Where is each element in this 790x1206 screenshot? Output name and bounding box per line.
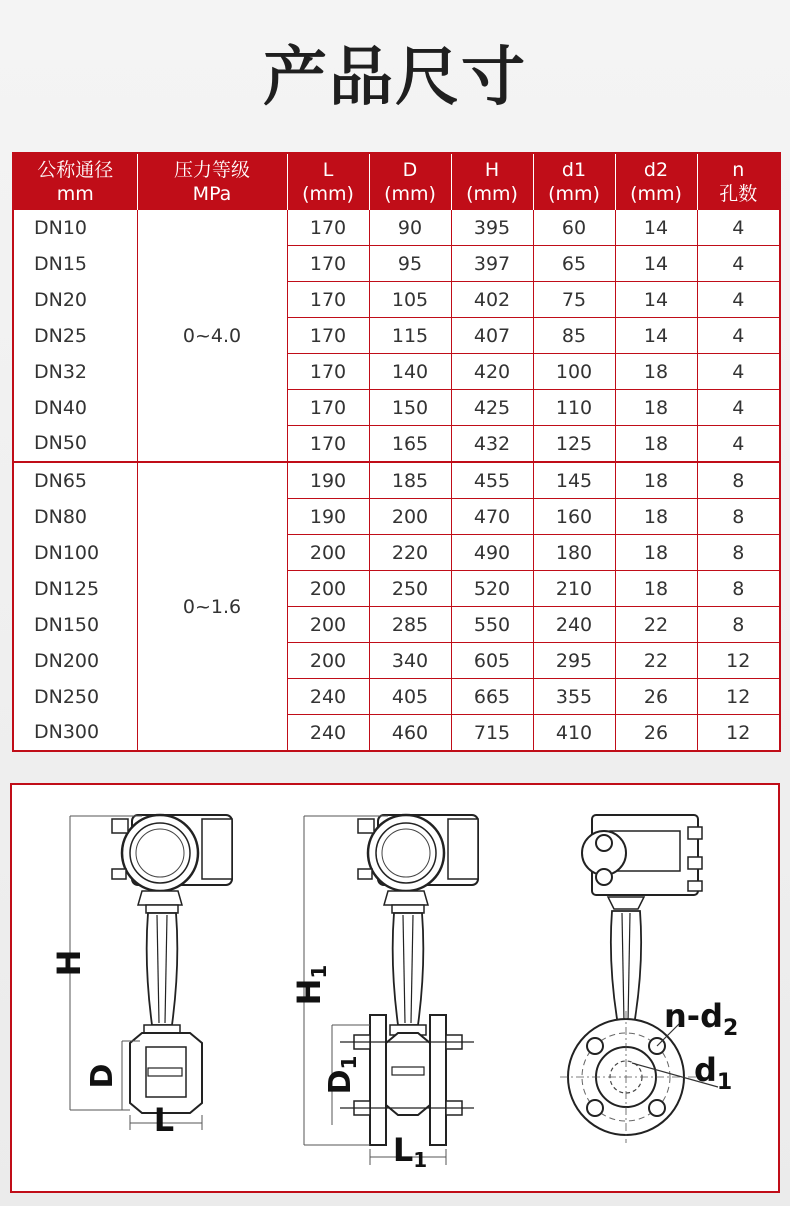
top-view-drawing — [560, 815, 738, 1143]
length-label: L — [153, 1101, 175, 1139]
table-cell: 95 — [369, 246, 451, 282]
nominal-diameter-cell: DN25 — [34, 324, 88, 347]
table-cell: 200 — [287, 607, 369, 643]
column-header-line: mm — [56, 183, 94, 205]
table-cell: 14 — [615, 282, 697, 318]
table-cell: 665 — [451, 679, 533, 715]
dimension-table — [12, 152, 781, 752]
table-cell: 190 — [287, 499, 369, 535]
table-cell: 8 — [697, 499, 780, 535]
table-cell: 26 — [615, 679, 697, 715]
table-cell: 18 — [615, 535, 697, 571]
table-header-row — [13, 153, 780, 210]
table-cell: 150 — [369, 390, 451, 426]
table-cell: 22 — [615, 607, 697, 643]
height-label: H — [50, 949, 88, 977]
column-header-line: n — [732, 159, 745, 181]
length-subscript: 1 — [413, 1148, 428, 1172]
height-subscript: 1 — [307, 964, 331, 979]
table-cell: 4 — [697, 390, 780, 426]
table-row — [13, 318, 780, 354]
table-cell: 295 — [533, 643, 615, 679]
nominal-diameter-cell: DN200 — [34, 649, 100, 672]
table-cell: 110 — [533, 390, 615, 426]
nominal-diameter-cell: DN80 — [34, 505, 88, 528]
dimension-diagram-panel — [10, 783, 780, 1193]
table-cell: 185 — [369, 462, 451, 499]
table-row — [13, 679, 780, 715]
diameter-label: D — [323, 1069, 358, 1095]
column-header-line: H — [484, 159, 500, 181]
table-body — [13, 210, 780, 751]
column-header — [369, 153, 451, 210]
table-cell: 18 — [615, 499, 697, 535]
table-cell: 470 — [451, 499, 533, 535]
table-cell: 425 — [451, 390, 533, 426]
table-cell: 4 — [697, 246, 780, 282]
nominal-diameter-cell: DN65 — [13, 462, 137, 499]
table-cell: 420 — [451, 354, 533, 390]
table-cell: 125 — [533, 426, 615, 463]
table-cell: 285 — [369, 607, 451, 643]
nominal-diameter-cell: DN20 — [34, 288, 88, 311]
table-cell: 105 — [369, 282, 451, 318]
table-cell: 180 — [533, 535, 615, 571]
table-cell: 8 — [697, 571, 780, 607]
nominal-diameter-cell: DN100 — [34, 541, 100, 564]
table-row — [13, 282, 780, 318]
nominal-diameter-cell: DN150 — [34, 613, 100, 636]
table-row — [13, 210, 780, 246]
height-label: H — [290, 978, 328, 1006]
table-cell: 18 — [615, 426, 697, 463]
table-cell: 395 — [451, 210, 533, 246]
pressure-cell: 0~1.6 — [137, 462, 287, 751]
table-cell: 210 — [533, 571, 615, 607]
table-cell: 18 — [615, 390, 697, 426]
table-cell: 14 — [615, 246, 697, 282]
table-cell: 18 — [615, 354, 697, 390]
column-header-line: L — [322, 159, 334, 181]
table-row — [13, 643, 780, 679]
table-cell: 170 — [287, 426, 369, 463]
table-row — [13, 390, 780, 426]
table-cell: 4 — [697, 282, 780, 318]
table-cell: 170 — [287, 246, 369, 282]
holes-subscript: 2 — [722, 1016, 739, 1041]
table-cell: 165 — [369, 426, 451, 463]
column-header — [533, 153, 615, 210]
nominal-diameter-cell: DN10 — [34, 216, 88, 239]
table-cell: 200 — [287, 643, 369, 679]
table-cell: 18 — [615, 462, 697, 499]
column-header-line: (mm) — [302, 183, 354, 205]
column-header — [137, 153, 287, 210]
nominal-diameter-cell: DN32 — [34, 360, 88, 383]
table-cell: 100 — [533, 354, 615, 390]
column-header-line: 压力等级 — [173, 159, 250, 181]
table-cell: 550 — [451, 607, 533, 643]
table-cell: 14 — [615, 318, 697, 354]
table-cell: 170 — [287, 354, 369, 390]
table-cell: 12 — [697, 679, 780, 715]
page-title: 产品尺寸 — [263, 41, 527, 115]
diameter-subscript: 1 — [337, 1055, 361, 1070]
bolt-circle-label: d — [694, 1051, 717, 1089]
svg-text:d1 — [694, 1051, 732, 1095]
nominal-diameter-cell: DN125 — [34, 577, 100, 600]
table-cell: 65 — [533, 246, 615, 282]
table-cell: 605 — [451, 643, 533, 679]
table-cell: 4 — [697, 354, 780, 390]
nominal-diameter-cell: DN50 — [34, 432, 88, 455]
table-cell: 715 — [451, 715, 533, 752]
table-cell: 240 — [287, 679, 369, 715]
table-cell: 4 — [697, 210, 780, 246]
column-header — [697, 153, 780, 210]
table-cell: 520 — [451, 571, 533, 607]
table-cell: 405 — [369, 679, 451, 715]
table-cell: 200 — [287, 571, 369, 607]
table-row — [13, 607, 780, 643]
nominal-diameter-cell: DN40 — [34, 396, 88, 419]
table-cell: 60 — [533, 210, 615, 246]
table-cell: 170 — [287, 210, 369, 246]
table-cell: 170 — [287, 390, 369, 426]
column-header — [615, 153, 697, 210]
table-cell: 410 — [533, 715, 615, 752]
table-cell: 432 — [451, 426, 533, 463]
svg-text:D1 — [323, 1056, 361, 1095]
table-cell: 250 — [369, 571, 451, 607]
column-header — [451, 153, 533, 210]
table-cell: 12 — [697, 715, 780, 752]
svg-text:L1 — [393, 1131, 427, 1172]
table-row — [13, 426, 780, 463]
table-cell: 170 — [287, 318, 369, 354]
dimension-drawings — [12, 785, 778, 1191]
column-header-line: 孔数 — [719, 183, 758, 205]
diameter-label: D — [85, 1063, 120, 1089]
table-cell: 190 — [287, 462, 369, 499]
column-header-line: (mm) — [384, 183, 436, 205]
table-row — [13, 535, 780, 571]
nominal-diameter-cell: DN250 — [34, 685, 100, 708]
table-cell: 397 — [451, 246, 533, 282]
table-cell: 407 — [451, 318, 533, 354]
table-cell: 160 — [533, 499, 615, 535]
table-cell: 200 — [369, 499, 451, 535]
table-cell: 14 — [615, 210, 697, 246]
table-cell: 170 — [287, 282, 369, 318]
table-cell: 140 — [369, 354, 451, 390]
pressure-cell: 0~4.0 — [137, 210, 287, 462]
holes-label: n-d — [664, 997, 723, 1035]
table-cell: 90 — [369, 210, 451, 246]
table-cell: 355 — [533, 679, 615, 715]
table-cell: 26 — [615, 715, 697, 752]
column-header-line: d1 — [561, 159, 587, 181]
table-cell: 18 — [615, 571, 697, 607]
table-cell: 75 — [533, 282, 615, 318]
wafer-type-drawing — [50, 815, 232, 1139]
table-cell: 460 — [369, 715, 451, 752]
table-cell: 220 — [369, 535, 451, 571]
column-header-line: D — [402, 159, 418, 181]
table-cell: 402 — [451, 282, 533, 318]
table-cell: 4 — [697, 426, 780, 463]
column-header-line: (mm) — [548, 183, 600, 205]
table-cell: 8 — [697, 607, 780, 643]
table-cell: 240 — [287, 715, 369, 752]
table-cell: 22 — [615, 643, 697, 679]
table-cell: 12 — [697, 643, 780, 679]
column-header-line: (mm) — [630, 183, 682, 205]
table-row — [13, 715, 780, 752]
nominal-diameter-cell: DN15 — [34, 252, 88, 275]
table-cell: 4 — [697, 318, 780, 354]
table-cell: 200 — [287, 535, 369, 571]
column-header-line: (mm) — [466, 183, 518, 205]
table-row — [13, 499, 780, 535]
svg-text:H1 — [290, 965, 331, 1006]
table-cell: 490 — [451, 535, 533, 571]
table-row — [13, 246, 780, 282]
table-cell: 8 — [697, 462, 780, 499]
flange-type-drawing — [290, 815, 478, 1172]
column-header-line: d2 — [643, 159, 669, 181]
table-row — [13, 571, 780, 607]
length-label: L — [392, 1131, 414, 1169]
column-header-line: 公称通径 — [37, 159, 114, 181]
table-cell: 455 — [451, 462, 533, 499]
column-header — [287, 153, 369, 210]
table-cell: 85 — [533, 318, 615, 354]
table-cell: 115 — [369, 318, 451, 354]
column-header-line: MPa — [192, 183, 232, 205]
table-row — [13, 354, 780, 390]
table-cell: 145 — [533, 462, 615, 499]
nominal-diameter-cell: DN300 — [34, 721, 100, 744]
table-cell: 340 — [369, 643, 451, 679]
table-row — [13, 462, 780, 499]
svg-text:n-d2 — [664, 997, 738, 1041]
table-cell: 240 — [533, 607, 615, 643]
column-header — [13, 153, 137, 210]
bolt-circle-subscript: 1 — [716, 1070, 733, 1095]
table-cell: 8 — [697, 535, 780, 571]
